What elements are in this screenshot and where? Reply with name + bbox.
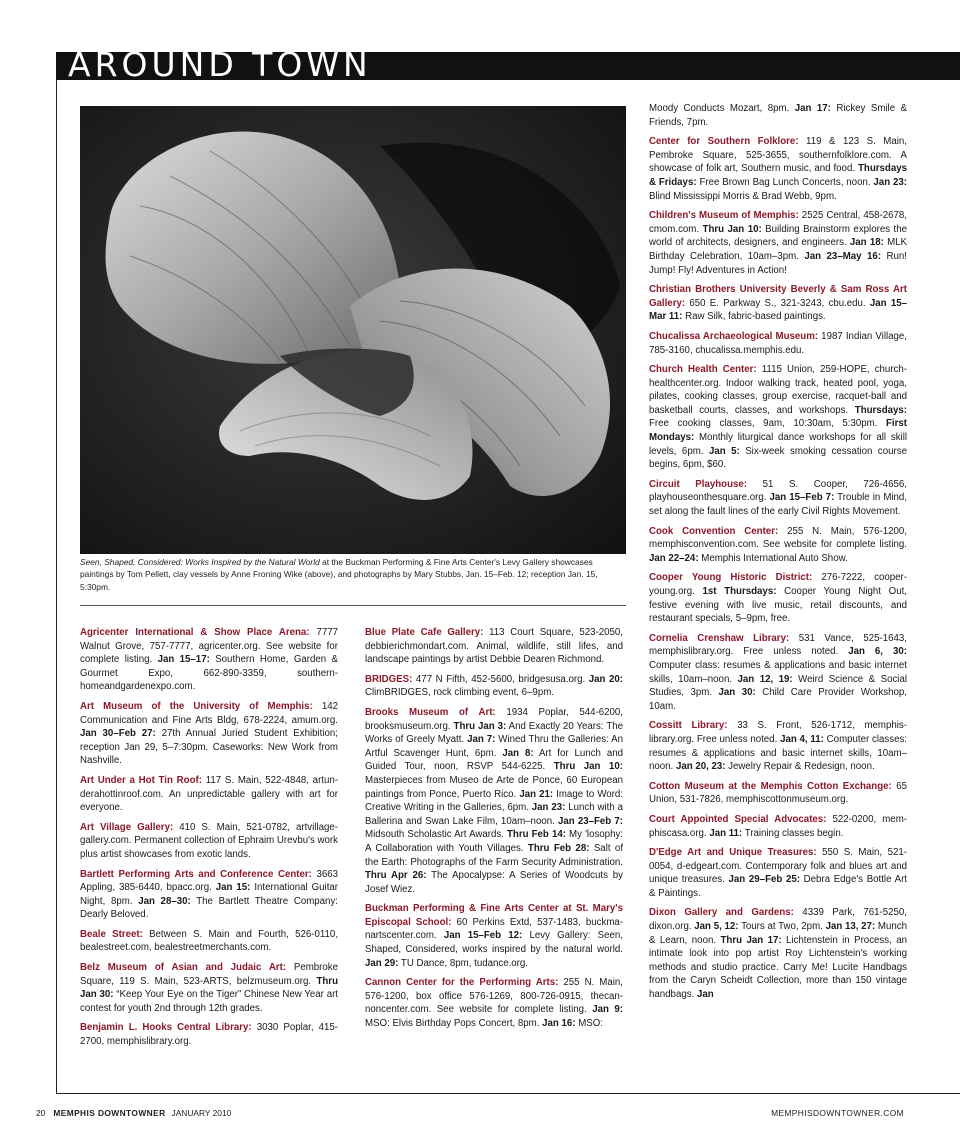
event-date: Jan 4, 11: xyxy=(780,733,824,745)
event-date: Jan 15–17: xyxy=(157,654,210,666)
section-title: AROUND TOWN xyxy=(68,45,372,84)
event-date: Jan 29: xyxy=(365,957,399,969)
listing-text: Computer class: resumes & applications and basic internet skills, 10am–noon. xyxy=(649,659,907,685)
listing-text: 117 S. Main, 522-4848, artun-derahottinroof.com. An unpredictable gallery with art for everyone. xyxy=(80,774,338,814)
venue-name: Art Village Gallery: xyxy=(80,821,174,833)
listing-text: Pembroke Square, 119 S. Main, 523-ARTS, belzmuseum.org. xyxy=(80,962,339,987)
photo-caption xyxy=(80,556,628,593)
venue-name: Belz Museum of Asian and Judaic Art: xyxy=(80,962,287,974)
listing-text: And Exactly 20 Years: The Works of Greely Myatt. xyxy=(365,720,624,746)
listing-entry xyxy=(80,1021,338,1048)
event-date: Jan 23: xyxy=(531,802,566,814)
listing-entry xyxy=(80,774,338,815)
listing-text: 531 Vance, 525-1643, memphislibrary.org. Free unless noted. xyxy=(649,632,907,658)
listing-text: 255 N. Main, 576-1200, memphisconvention.com. See website for complete listing. xyxy=(649,525,907,551)
listing-entry xyxy=(649,780,907,807)
venue-name: Beale Street: xyxy=(80,928,143,940)
website-url: MEMPHISDOWNTOWNER.COM xyxy=(771,1108,904,1118)
listing-text: Tours at Two, 2pm. xyxy=(738,921,826,933)
event-date: Jan 15: xyxy=(215,882,251,894)
listing-text: TU Dance, 8pm, tudance.org. xyxy=(398,957,528,969)
event-date: Jan 30–Feb 27: xyxy=(80,728,156,740)
listing-text: Building Brainstorm explores the world of architects, designers, and engineers. xyxy=(649,223,907,249)
listing-text: 4339 Park, 761-5250, dixon.org. xyxy=(649,907,907,933)
listing-text: Cooper Young Night Out, festive evening with live music, retail discounts, and restaurant specials, 5–9pm, free. xyxy=(649,586,907,625)
event-date: Jan 6, 30: xyxy=(848,646,907,658)
event-date: Jan 30: xyxy=(718,687,756,699)
listing-entry xyxy=(365,626,623,667)
listing-text: ClimBRIDGES, rock climbing event, 6–9pm. xyxy=(365,687,554,699)
listing-text: Masterpieces from Museo de Arte de Ponce, 60 European paintings from Ponce, Puerto Rico. xyxy=(365,774,623,800)
venue-name: Court Appointed Special Advocates: xyxy=(649,813,827,825)
venue-name: Blue Plate Cafe Gallery: xyxy=(365,627,484,638)
listing-entry xyxy=(649,363,907,472)
event-date: Jan 8: xyxy=(502,747,534,759)
venue-name: Art Under a Hot Tin Roof: xyxy=(80,774,202,786)
listing-entry xyxy=(80,821,338,862)
leaf-sculpture-illustration xyxy=(80,106,626,554)
listing-text: Lichtenstein in Process, an intimate look into pop artist Roy Lichtenstein's working methods and studio practice. Carry Me! Lucite Handbags from the Caryn Scheidt Collection, more than 150 vintage handbags. xyxy=(649,934,908,1001)
venue-name: Cook Convention Center: xyxy=(649,525,779,537)
event-date: Jan 23–May 16: xyxy=(804,250,882,262)
event-date: Thru Feb 14: xyxy=(507,829,566,841)
event-date: Jan 29–Feb 25: xyxy=(728,874,800,886)
listing-entry xyxy=(649,525,907,566)
event-date: Thru Jan 30: xyxy=(80,975,338,1001)
venue-name: Center for Southern Folklore: xyxy=(649,136,799,148)
event-date: 1st Thursdays: xyxy=(702,586,777,597)
listing-text: International Guitar Night, 8pm. xyxy=(80,882,338,907)
listing-entry xyxy=(365,902,623,970)
venue-name: Dixon Gallery and Gardens: xyxy=(649,907,794,919)
listing-text: Weird Science & Social Studies, 3pm. xyxy=(649,673,907,699)
listing-text: 255 N. Main, 576-1200, box office 576-1269, 800-726-0915, thecan-noncenter.com. See website for complete listing. xyxy=(365,977,623,1016)
listing-entry xyxy=(649,846,907,900)
listing-text: 1934 Poplar, 544-6200, brooksmuseum.org. xyxy=(365,706,624,732)
event-date: Jan 17: xyxy=(794,103,831,114)
frame-bottom-border xyxy=(56,1093,960,1094)
listing-text: 33 S. Front, 526-1712, memphis-library.org. Free unless noted. xyxy=(649,720,907,745)
page-number: 20 xyxy=(36,1108,46,1118)
listing-entry xyxy=(649,813,907,840)
venue-name: Children's Museum of Memphis: xyxy=(649,210,799,222)
venue-name: Church Health Center: xyxy=(649,364,757,376)
venue-name: Buckman Performing & Fine Arts Center at St. Mary's Episcopal School: xyxy=(365,903,623,928)
listing-entry xyxy=(365,706,623,896)
listing-text: 51 S. Cooper, 726-4656, playhouseonthesquare.org. xyxy=(649,478,907,504)
listing-text: The Apocalypse: A Series of Woodcuts by Josef Wiez. xyxy=(365,870,623,895)
issue-date: JANUARY 2010 xyxy=(171,1108,232,1118)
listing-entry xyxy=(80,868,338,922)
event-date: Thru Jan 10: xyxy=(553,761,623,773)
listing-text: The Bartlett Theatre Company: Dearly Beloved. xyxy=(80,895,338,921)
listing-text: 1115 Union, 259-HOPE, church-healthcenter.org. Indoor walking track, heated pool, yoga, pilates, cooking classes, group exercise, racquet-ball and basketball courts, classes, and workshops. xyxy=(649,364,908,416)
listing-text: Debra Edge's Bottle Art & Paintings. xyxy=(649,874,907,899)
venue-name: Cannon Center for the Performing Arts: xyxy=(365,977,559,989)
listing-text: Midsouth Scholastic Art Awards. xyxy=(365,829,507,841)
listing-text: 650 E. Parkway S., 321-3243, cbu.edu. xyxy=(685,297,870,309)
listing-text: 550 S. Main, 521-0054, d-edgeart.com. Contemporary folk and blues art and unique treasures. xyxy=(649,847,907,886)
listing-entry xyxy=(649,906,907,1001)
listing-entry xyxy=(649,719,907,773)
event-date: Thursdays: xyxy=(854,404,907,416)
event-date: Thru Jan 17: xyxy=(720,934,782,946)
event-date: Jan 11: xyxy=(709,827,743,839)
listing-text: 27th Annual Juried Student Exhibition; reception Jan 29, 5–7:30pm. Caseworks: New Work from Nashville. xyxy=(80,728,338,767)
venue-name: D'Edge Art and Unique Treasures: xyxy=(649,847,817,859)
page-footer-left xyxy=(36,1107,231,1119)
listing-text: 60 Perkins Extd, 537-1483, buckma-nartscenter.com. xyxy=(365,916,623,942)
listing-text: Training classes begin. xyxy=(742,827,844,839)
listing-text: 3663 Appling, 385-6440, bpacc.org. xyxy=(80,868,338,894)
listing-text: Lunch with a Ballerina and Swan Lake Film, 10am–noon. xyxy=(365,802,623,827)
event-date: Jan 12, 19: xyxy=(737,673,793,685)
event-date: Jan 15–Mar 11: xyxy=(649,297,907,323)
listing-text: 522-0200, mem-phiscasa.org. xyxy=(649,813,907,839)
listing-text: Levy Gallery: Seen, Shaped, Considered, works inspired by the natural world. xyxy=(365,930,624,956)
event-date: Jan 9: xyxy=(592,1004,623,1016)
listing-text: 1987 Indian Village, 785-3160, chucalissa.memphis.edu. xyxy=(649,330,907,356)
listing-text: 477 N Fifth, 452-5600, bridgesusa.org. xyxy=(412,673,589,685)
listing-text: 3030 Poplar, 415-2700, memphislibrary.org. xyxy=(80,1022,338,1048)
event-date: Jan 23–Feb 7: xyxy=(557,815,624,827)
event-date: Jan 28–30: xyxy=(138,895,191,907)
listing-text: 142 Communication and Fine Arts Bldg, 678-2224, amum.org. xyxy=(80,700,338,726)
listing-text: Computer classes: resumes & applications and basic internet skills, 10am–noon. xyxy=(649,733,907,773)
venue-name: Cornelia Crenshaw Library: xyxy=(649,632,790,644)
venue-name: Agricenter International & Show Place Arena: xyxy=(80,627,310,638)
listing-text: 7777 Walnut Grove, 757-7777, agricenter.org. See website for complete listing. xyxy=(80,627,338,666)
listing-text: Memphis International Auto Show. xyxy=(698,552,848,564)
listing-text: 276-7222, cooper-young.org. xyxy=(649,572,907,597)
listing-text: Child Care Provider Workshop, 10am. xyxy=(649,687,907,712)
venue-name: Brooks Museum of Art: xyxy=(365,706,496,718)
listing-text: 2525 Central, 458-2678, cmom.com. xyxy=(649,210,907,235)
event-date: Thru Jan 10: xyxy=(702,223,762,235)
listing-text: 113 Court Square, 523-2050, debbierichmondart.com. Animal, wildlife, still lifes, and landscape paintings by artist Debbie Dearen Richmond. xyxy=(365,627,623,666)
caption-divider xyxy=(80,605,626,606)
caption-exhibition-title: Seen, Shaped, Considered: Works Inspired by the Natural World xyxy=(80,557,320,567)
venue-name: Cooper Young Historic District: xyxy=(649,572,813,584)
listing-entry xyxy=(649,632,907,714)
venue-name: Benjamin L. Hooks Central Library: xyxy=(80,1022,252,1034)
event-date: Jan 7: xyxy=(467,734,496,746)
event-date: Thursdays & Fridays: xyxy=(649,163,907,188)
listing-text: Wined Thru the Galleries: An Artful Scavenger Hunt, 6pm. xyxy=(365,734,624,759)
event-date: Thru Jan 3: xyxy=(453,720,507,732)
event-date: Thru Apr 26: xyxy=(365,870,427,882)
listing-text: Blind Mississippi Morris & Brad Webb, 9pm. xyxy=(649,190,837,202)
event-date: Jan 23: xyxy=(873,176,907,188)
venue-name: Art Museum of the University of Memphis: xyxy=(80,700,313,712)
listing-text: Trouble in Mind, set along the fault lines of the early Civil Rights Movement. xyxy=(649,492,908,518)
listing-text: Between S. Main and Fourth, 526-0110, bealestreet.com, bealestreetmerchants.com. xyxy=(80,928,339,954)
listing-text: Art for Lunch and Guided Tour, noon, RSVP 544-6225. xyxy=(365,747,623,773)
event-date: Jan 13, 27: xyxy=(825,921,876,933)
venue-name: Chucalissa Archaeological Museum: xyxy=(649,330,819,342)
event-date: Jan 21: xyxy=(519,788,554,800)
event-date: Thru Feb 28: xyxy=(527,842,590,854)
event-date: Jan 5: xyxy=(708,445,740,457)
listing-text: Southern Home, Garden & Gourmet Expo, 662-890-3359, southern-homeandgardenexpo.com. xyxy=(80,654,338,693)
listing-text: Image to Word: Creative Writing in the Galleries, 6pm. xyxy=(365,788,623,814)
event-date: Jan 15–Feb 7: xyxy=(769,492,835,504)
publication-name: MEMPHIS DOWNTOWNER xyxy=(53,1108,166,1118)
venue-name: Cotton Museum at the Memphis Cotton Exchange: xyxy=(649,780,892,792)
listing-column-right xyxy=(649,102,907,1008)
listing-entry xyxy=(80,928,338,955)
event-date: Jan 20, 23: xyxy=(675,761,726,773)
event-date: Jan 22–24: xyxy=(649,552,699,564)
listing-column-middle xyxy=(365,626,623,1037)
listing-entry xyxy=(365,976,623,1030)
listing-text: Run! Jump! Fly! Adventures in Action! xyxy=(649,250,907,276)
listing-entry xyxy=(649,330,907,357)
listing-text: Free cooking classes, 9am, 10:30am, 5:30pm. xyxy=(649,418,886,430)
event-date: Jan 20: xyxy=(588,673,624,685)
listing-entry xyxy=(80,700,338,768)
listing-entry xyxy=(80,626,338,694)
event-date: Jan 15–Feb 12: xyxy=(443,930,523,942)
listing-text: Salt of the Earth: Photographs of the Farm Security Administration. xyxy=(365,842,624,868)
event-date: First Mondays: xyxy=(649,418,907,444)
listing-entry xyxy=(649,478,907,519)
listing-text: 65 Union, 531-7826, memphiscottonmuseum.org. xyxy=(649,780,907,806)
listing-entry xyxy=(649,135,907,203)
venue-name: Circuit Playhouse: xyxy=(649,478,747,490)
venue-name: Bartlett Performing Arts and Conference Center: xyxy=(80,868,312,880)
listing-text: Jewelry Repair & Redesign, noon. xyxy=(725,761,875,773)
listing-text: Rickey Smile & Friends, 7pm. xyxy=(649,103,908,128)
listing-text: 119 & 123 S. Main, Pembroke Square, 525-3655, southernfolklore.com. A showcase of folk art, Southern music, and food. xyxy=(649,136,907,175)
listing-text: Munch & Learn, noon. xyxy=(649,921,907,946)
listing-text: MSO: xyxy=(575,1018,603,1030)
venue-name: BRIDGES: xyxy=(365,673,413,685)
clay-vessel-photo xyxy=(80,106,626,554)
caption-text: at the Buckman Performing & Fine Arts Center's Levy Gallery showcases paintings by Tom Pellett, clay vessels by Anne Froning Wike (above), and photographs by Mary Stubbs, Jan. 15–Feb. 12; reception Jan. 15, 5:30pm. xyxy=(80,557,598,592)
listing-text: My 'losophy: A Collaboration with Youth Villages. xyxy=(365,829,623,854)
listing-entry xyxy=(80,961,338,1015)
event-date: Jan 18: xyxy=(849,237,884,249)
listing-text: Monthly liturgical dance workshops for all skill levels, 6pm. xyxy=(649,432,907,457)
event-date: Jan 16: xyxy=(542,1018,576,1030)
listing-entry xyxy=(649,283,907,324)
listing-entry xyxy=(649,102,907,129)
listing-text: Moody Conducts Mozart, 8pm. xyxy=(649,103,795,114)
listing-text: MSO: Elvis Birthday Pops Concert, 8pm. xyxy=(365,1018,543,1030)
event-date: Jan xyxy=(696,989,714,1001)
listing-text: “Keep Your Eye on the Tiger” Chinese New Year art contest for youth 2nd through 12th grades. xyxy=(80,989,338,1014)
listing-column-left xyxy=(80,626,338,1055)
listing-entry xyxy=(365,673,623,700)
event-date: Jan 5, 12: xyxy=(694,921,739,933)
frame-left-border xyxy=(56,80,57,1093)
listing-text: Free Brown Bag Lunch Concerts, noon. xyxy=(696,176,874,188)
venue-name: Cossitt Library: xyxy=(649,720,728,732)
listing-text: Six-week smoking cessation course begins, 6pm, $60. xyxy=(649,445,907,471)
listing-text: 410 S. Main, 521-0782, artvillage-gallery.com. Permanent collection of Ephraim Urevbu's work plus artist showcases from exotic lands. xyxy=(80,821,338,860)
listing-entry xyxy=(649,571,907,625)
listing-text: MLK Birthday Celebration, 10am–3pm. xyxy=(649,237,907,262)
venue-name: Christian Brothers University Beverly & Sam Ross Art Gallery: xyxy=(649,284,907,309)
listing-text: Raw Silk, fabric-based paintings. xyxy=(682,311,826,323)
listing-entry xyxy=(649,209,907,277)
